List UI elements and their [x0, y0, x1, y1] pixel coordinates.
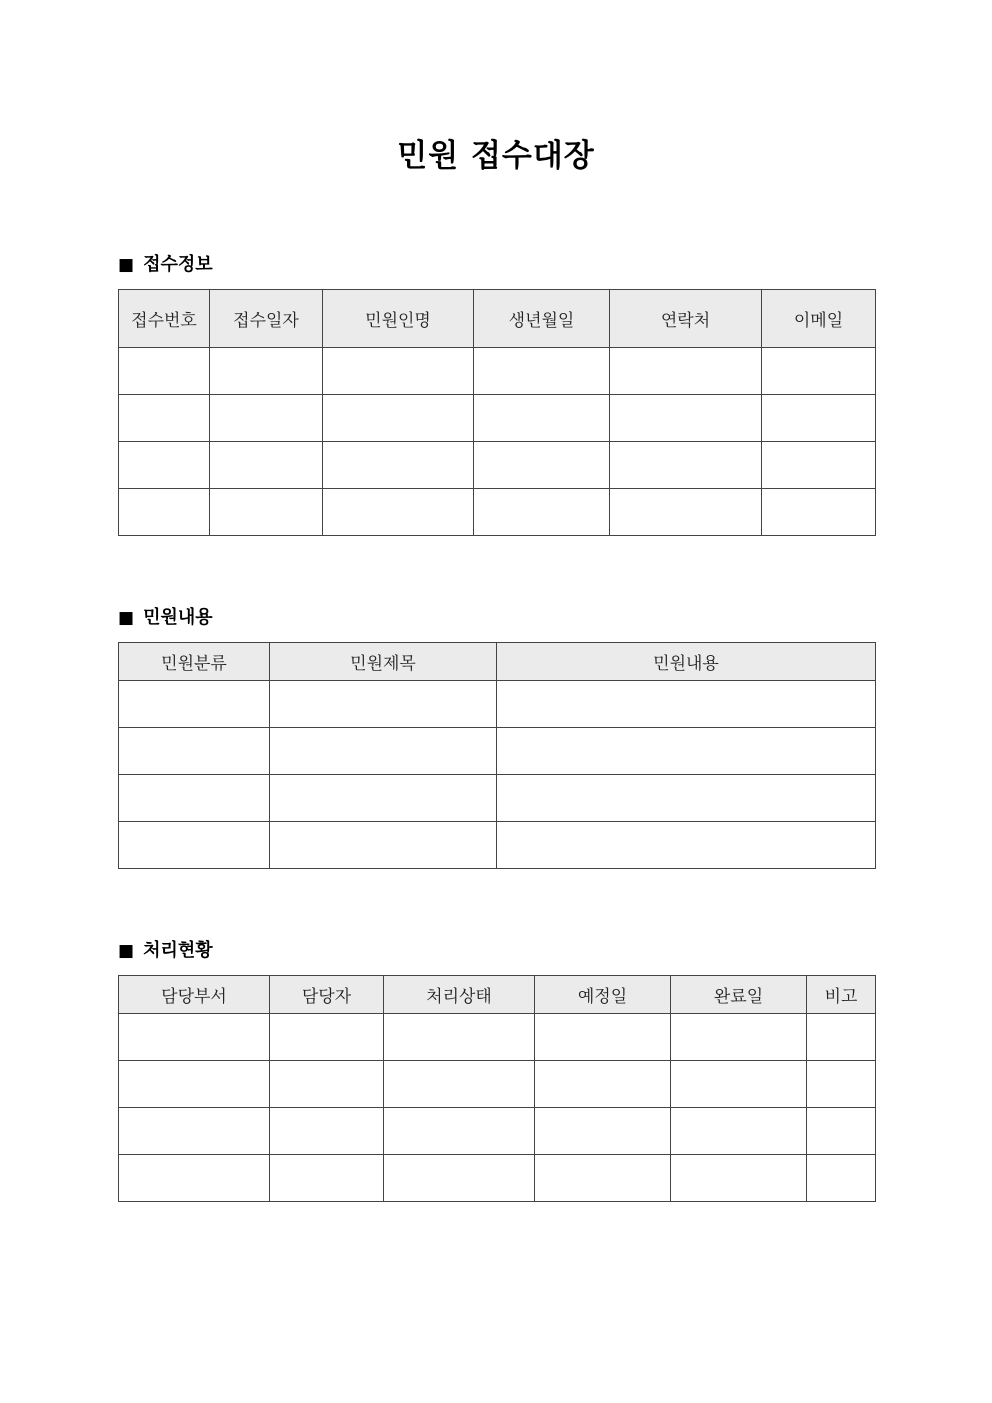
- section-title-processing-status: [118, 939, 213, 963]
- table-cell[interactable]: [610, 348, 762, 395]
- column-header: 처리상태: [384, 976, 535, 1014]
- column-header: 담당부서: [119, 976, 270, 1014]
- table-cell[interactable]: [323, 348, 474, 395]
- column-header: 접수일자: [210, 290, 323, 348]
- table-cell[interactable]: [671, 1155, 807, 1202]
- section-title-reception-info: [118, 253, 213, 277]
- document-title: 민원 접수대장: [397, 138, 595, 174]
- table-cell[interactable]: [384, 1155, 535, 1202]
- table-cell[interactable]: [270, 1061, 384, 1108]
- table-row: [119, 395, 876, 442]
- table-cell[interactable]: [119, 728, 270, 775]
- table-header-row: [119, 643, 876, 681]
- table-header-row: [119, 976, 876, 1014]
- section-title-complaint-content: [118, 606, 213, 630]
- table-cell[interactable]: [119, 775, 270, 822]
- table-cell[interactable]: [384, 1014, 535, 1061]
- table-cell[interactable]: [119, 1155, 270, 1202]
- square-bullet-icon: ■: [118, 608, 135, 628]
- column-header: 생년월일: [474, 290, 610, 348]
- section-title-label: 처리현황: [143, 940, 213, 961]
- table-cell[interactable]: [807, 1108, 876, 1155]
- column-header: 연락처: [610, 290, 762, 348]
- column-header: 비고: [807, 976, 876, 1014]
- table-row: [119, 442, 876, 489]
- table-cell[interactable]: [610, 442, 762, 489]
- table-cell[interactable]: [610, 489, 762, 536]
- table-cell[interactable]: [497, 775, 876, 822]
- square-bullet-icon: ■: [118, 255, 135, 275]
- table-cell[interactable]: [762, 442, 876, 489]
- table-row: [119, 348, 876, 395]
- table-cell[interactable]: [210, 395, 323, 442]
- table-cell[interactable]: [323, 395, 474, 442]
- table-row: [119, 1155, 876, 1202]
- table-cell[interactable]: [384, 1061, 535, 1108]
- table-cell[interactable]: [807, 1061, 876, 1108]
- processing-status-table: [118, 975, 876, 1202]
- table-row: [119, 822, 876, 869]
- table-cell[interactable]: [210, 489, 323, 536]
- table-cell[interactable]: [119, 1014, 270, 1061]
- table-cell[interactable]: [535, 1014, 671, 1061]
- table-row: [119, 728, 876, 775]
- table-cell[interactable]: [119, 681, 270, 728]
- table-cell[interactable]: [474, 489, 610, 536]
- column-header: 민원분류: [119, 643, 270, 681]
- table-cell[interactable]: [762, 348, 876, 395]
- table-cell[interactable]: [610, 395, 762, 442]
- table-cell[interactable]: [119, 348, 210, 395]
- section-title-label: 접수정보: [143, 254, 213, 275]
- column-header: 이메일: [762, 290, 876, 348]
- table-cell[interactable]: [762, 395, 876, 442]
- table-cell[interactable]: [119, 442, 210, 489]
- table-cell[interactable]: [671, 1014, 807, 1061]
- table-cell[interactable]: [474, 348, 610, 395]
- table-row: [119, 1061, 876, 1108]
- table-cell[interactable]: [535, 1155, 671, 1202]
- complaint-content-table: [118, 642, 876, 869]
- table-cell[interactable]: [762, 489, 876, 536]
- column-header: 접수번호: [119, 290, 210, 348]
- table-header-row: [119, 290, 876, 348]
- table-cell[interactable]: [323, 442, 474, 489]
- table-cell[interactable]: [535, 1108, 671, 1155]
- table-cell[interactable]: [497, 822, 876, 869]
- table-row: [119, 489, 876, 536]
- table-row: [119, 1014, 876, 1061]
- table-cell[interactable]: [671, 1061, 807, 1108]
- table-cell[interactable]: [119, 1061, 270, 1108]
- column-header: 민원내용: [497, 643, 876, 681]
- table-cell[interactable]: [474, 442, 610, 489]
- table-cell[interactable]: [384, 1108, 535, 1155]
- table-cell[interactable]: [807, 1014, 876, 1061]
- table-cell[interactable]: [270, 822, 497, 869]
- table-cell[interactable]: [270, 1155, 384, 1202]
- table-cell[interactable]: [535, 1061, 671, 1108]
- table-cell[interactable]: [270, 681, 497, 728]
- column-header: 완료일: [671, 976, 807, 1014]
- square-bullet-icon: ■: [118, 941, 135, 961]
- table-cell[interactable]: [497, 728, 876, 775]
- table-cell[interactable]: [119, 489, 210, 536]
- table-cell[interactable]: [270, 1108, 384, 1155]
- table-cell[interactable]: [119, 395, 210, 442]
- table-cell[interactable]: [497, 681, 876, 728]
- table-cell[interactable]: [119, 1108, 270, 1155]
- column-header: 예정일: [535, 976, 671, 1014]
- table-cell[interactable]: [323, 489, 474, 536]
- table-cell[interactable]: [807, 1155, 876, 1202]
- table-row: [119, 1108, 876, 1155]
- section-title-label: 민원내용: [143, 607, 213, 628]
- table-cell[interactable]: [270, 1014, 384, 1061]
- table-cell[interactable]: [270, 775, 497, 822]
- table-cell[interactable]: [270, 728, 497, 775]
- table-cell[interactable]: [210, 348, 323, 395]
- table-cell[interactable]: [671, 1108, 807, 1155]
- column-header: 민원제목: [270, 643, 497, 681]
- table-cell[interactable]: [210, 442, 323, 489]
- column-header: 민원인명: [323, 290, 474, 348]
- column-header: 담당자: [270, 976, 384, 1014]
- table-cell[interactable]: [119, 822, 270, 869]
- table-row: [119, 775, 876, 822]
- table-cell[interactable]: [474, 395, 610, 442]
- reception-info-table: [118, 289, 876, 536]
- table-row: [119, 681, 876, 728]
